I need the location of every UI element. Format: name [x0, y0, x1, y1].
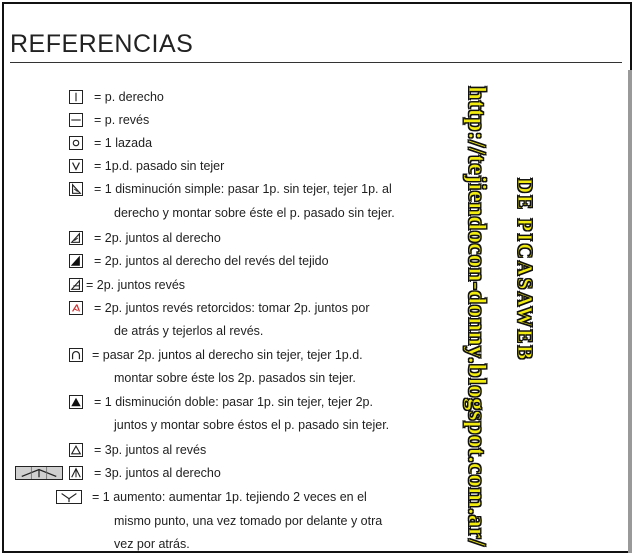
legend-item-p2tog-tbl: = 2p. juntos revés retorcidos: tomar 2p. juntos por	[94, 301, 370, 315]
legend-item-k2tog-ws: = 2p. juntos al derecho del revés del tejido	[94, 254, 329, 268]
title-divider	[10, 62, 622, 63]
legend-item-increase: = 1 aumento: aumentar 1p. tejiendo 2 veces en el	[92, 490, 367, 504]
legend-item-yarn-over: = 1 lazada	[94, 136, 153, 150]
legend-item-k2tog: = 2p. juntos al derecho	[94, 231, 221, 245]
increase-icon	[56, 490, 82, 504]
legend-item-increase-cont2: vez por atrás.	[114, 537, 190, 551]
legend-item-double-decrease: = 1 disminución doble: pasar 1p. sin tejer, tejer 2p.	[94, 395, 373, 409]
slip-stitch-icon	[69, 159, 83, 173]
legend-item-knit: = p. derecho	[94, 90, 164, 104]
legend-item-p2tog-tbl-cont: de atrás y tejerlos al revés.	[114, 324, 264, 338]
p3tog-icon	[69, 443, 83, 457]
yarn-over-icon	[69, 136, 83, 150]
k2tog-icon	[69, 231, 83, 245]
p2tog-icon	[69, 278, 83, 292]
purl-stitch-icon	[69, 113, 83, 127]
legend-item-sl2-cont: montar sobre éste los 2p. pasados sin tejer.	[114, 371, 356, 385]
page-title: REFERENCIAS	[10, 30, 194, 58]
legend-item-ssk-cont: derecho y montar sobre éste el p. pasado sin tejer.	[114, 206, 395, 220]
ssk-decrease-icon	[69, 182, 83, 196]
knit-stitch-icon	[69, 90, 83, 104]
page-edge-shadow	[628, 70, 632, 553]
k2tog-wrong-side-icon	[69, 254, 83, 268]
legend-item-increase-cont: mismo punto, una vez tomado por delante y otra	[114, 514, 383, 528]
legend-item-p2tog: = 2p. juntos revés	[86, 278, 186, 292]
legend-item-purl: = p. revés	[94, 113, 150, 127]
p2tog-tbl-icon	[69, 301, 83, 315]
legend-item-k3tog: = 3p. juntos al derecho	[94, 466, 221, 480]
double-decrease-icon	[69, 395, 83, 409]
legend-item-slip: = 1p.d. pasado sin tejer	[94, 159, 225, 173]
legend-item-double-decrease-cont: juntos y montar sobre éstos el p. pasado sin tejer.	[114, 418, 390, 432]
sl2-icon	[69, 348, 83, 362]
legend-item-ssk: = 1 disminución simple: pasar 1p. sin tejer, tejer 1p. al	[94, 182, 392, 196]
watermark-url: http://tejiendocon-donny.blogspot.com.ar/	[463, 86, 490, 547]
legend-item-sl2: = pasar 2p. juntos al derecho sin tejer, tejer 1p.d.	[92, 348, 363, 362]
k3tog-icon	[69, 466, 83, 480]
watermark-source: DE PICASAWEB	[513, 178, 537, 362]
k3tog-chart-icon	[15, 466, 63, 480]
legend-item-p3tog: = 3p. juntos al revés	[94, 443, 207, 457]
